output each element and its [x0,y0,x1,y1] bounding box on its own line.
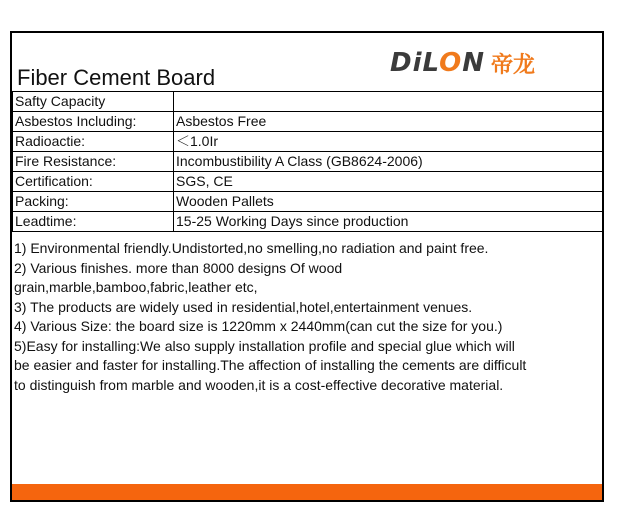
spec-value: 15-25 Working Days since production [174,212,604,232]
spec-value: ＜1.0Ir [174,132,604,152]
note-line: 4) Various Size: the board size is 1220mm x 2440mm(can cut the size for you.) [14,318,503,334]
spec-key: Radioactie: [13,132,174,152]
spec-key: Leadtime: [13,212,174,232]
note-line: 5)Easy for installing:We also supply installation profile and special glue which will [14,337,515,354]
table-row [13,152,604,172]
spec-key: Fire Resistance: [13,152,174,172]
spec-value [174,92,604,112]
spec-key: Asbestos Including: [13,112,174,132]
table-row [13,112,604,132]
spec-key: Safty Capacity [13,92,174,112]
logo-latin-text [390,48,485,78]
spec-key: Certification: [13,172,174,192]
note-line: be easier and faster for installing.The affection of installing the cements are difficult [14,357,527,373]
note-line: 2) Various finishes. more than 8000 designs Of wood [14,259,343,276]
table-row [13,132,604,152]
note-line: grain,marble,bamboo,fabric,leather etc, [14,279,258,295]
note-line: to distinguish from marble and wooden,it is a cost-effective decorative material. [14,376,504,393]
note-line: 1) Environmental friendly.Undistorted,no smelling,no radiation and paint free. [14,240,489,256]
table-row [13,212,604,232]
logo-latin-word: DiLON [390,48,486,78]
spec-key: Packing: [13,192,174,212]
page-title: Fiber Cement Board [17,65,216,90]
table-row [13,172,604,192]
table-row [13,92,604,112]
spec-value: Wooden Pallets [174,192,604,212]
spec-value: Incombustibility A Class (GB8624-2006) [174,152,604,172]
dilon-logo [390,48,535,78]
note-line: 3) The products are widely used in residential,hotel,entertainment venues. [14,298,473,315]
logo-chinese-text: 帝龙 [491,52,536,78]
spec-value: SGS, CE [174,172,604,192]
spec-value: Asbestos Free [174,112,604,132]
footer-accent-bar [12,484,602,500]
spec-table [12,91,604,232]
feature-notes [12,239,604,395]
table-row [13,192,604,212]
document-frame [10,31,604,502]
